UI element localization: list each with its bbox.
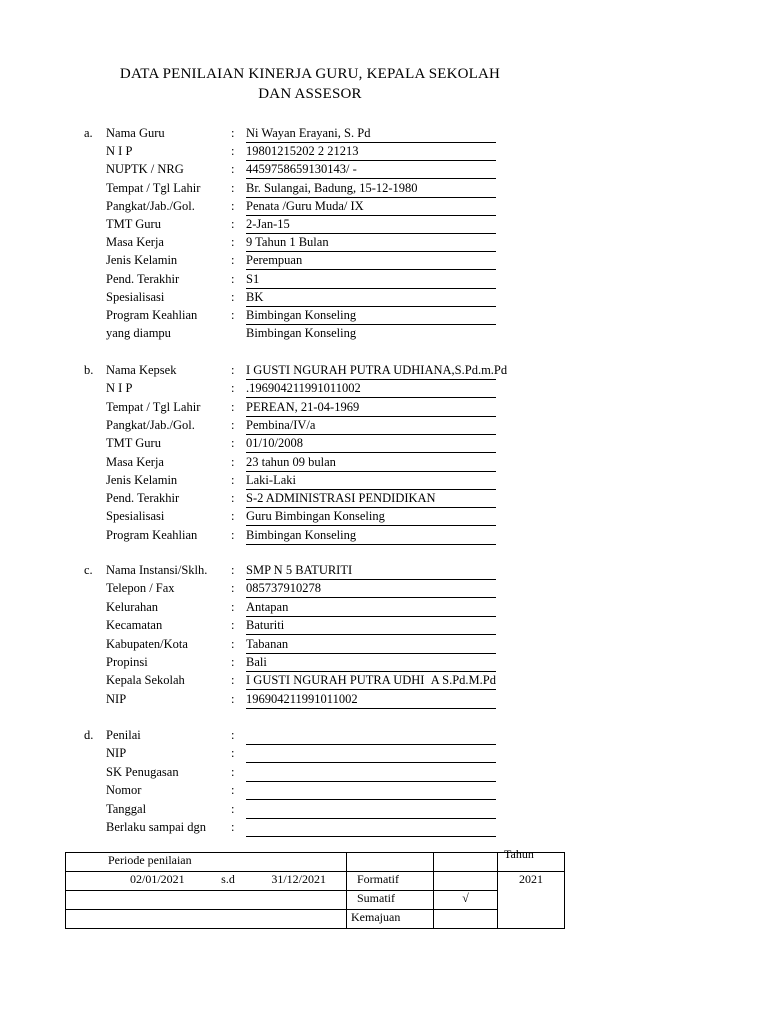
tahun-value-cell	[498, 872, 565, 929]
form-row-b	[0, 417, 768, 435]
colon-separator: :	[231, 454, 235, 469]
form-row-b	[0, 399, 768, 417]
form-row-a	[0, 271, 768, 289]
colon-separator: :	[231, 253, 235, 268]
field-value	[246, 764, 496, 782]
colon-separator: :	[231, 308, 235, 322]
field-label: NIP	[106, 746, 127, 761]
periode-dates-cell	[66, 872, 347, 891]
field-value-part-1: I GUSTI NGURAH PUTRA UDHI	[246, 673, 425, 688]
field-value: Tabanan	[246, 636, 496, 654]
colon-separator: :	[231, 198, 235, 213]
field-label: Nama Kepsek	[106, 363, 177, 377]
colon-separator: :	[231, 217, 235, 231]
colon-separator: :	[231, 636, 235, 651]
colon-separator: :	[231, 180, 235, 195]
field-value	[246, 672, 496, 690]
field-value: Bimbingan Konseling	[246, 307, 496, 325]
form-row-c	[0, 599, 768, 617]
tahun-label-cell	[498, 847, 565, 872]
periode-sd: s.d	[221, 872, 235, 886]
section-letter: b.	[84, 363, 94, 377]
field-label: Jenis Kelamin	[106, 472, 178, 487]
form-row-a	[0, 180, 768, 198]
section-letter: a.	[84, 126, 93, 140]
field-label: Penilai	[106, 728, 141, 742]
colon-separator: :	[231, 563, 235, 577]
kemajuan-check-cell	[434, 910, 498, 929]
form-row-a	[0, 125, 768, 143]
form-row-a	[0, 325, 768, 343]
empty-cell	[66, 910, 347, 929]
form-row-b	[0, 490, 768, 508]
field-value	[246, 727, 496, 745]
field-value: 19801215202 2 21213	[246, 143, 496, 161]
colon-separator: :	[231, 581, 235, 596]
colon-separator: :	[231, 655, 235, 669]
colon-separator: :	[231, 673, 235, 688]
field-value: Pembina/IV/a	[246, 417, 496, 435]
colon-separator: :	[231, 491, 235, 506]
colon-separator: :	[231, 691, 235, 706]
field-value: Bimbingan Konseling	[246, 527, 496, 545]
form-row-b	[0, 527, 768, 545]
colon-separator: :	[231, 417, 235, 432]
colon-separator: :	[231, 472, 235, 487]
periode-header-cell	[66, 853, 347, 872]
field-value	[246, 801, 496, 819]
form-row-a	[0, 143, 768, 161]
periode-end: 31/12/2021	[271, 872, 326, 886]
field-value: .196904211991011002	[246, 380, 496, 398]
form-row-a	[0, 234, 768, 252]
field-value: BK	[246, 289, 496, 307]
colon-separator: :	[231, 801, 235, 816]
form-row-c	[0, 617, 768, 635]
colon-separator: :	[231, 820, 235, 834]
colon-separator: :	[231, 289, 235, 304]
field-label: NIP	[106, 691, 127, 706]
colon-separator: :	[231, 363, 235, 377]
field-value-part-2: A S.Pd.M.Pd	[430, 673, 496, 688]
field-label: Masa Kerja	[106, 235, 164, 250]
colon-separator: :	[231, 618, 235, 633]
field-label: Propinsi	[106, 655, 148, 669]
form-row-a	[0, 289, 768, 307]
field-label: TMT Guru	[106, 217, 161, 231]
colon-separator: :	[231, 783, 235, 798]
field-value: 2-Jan-15	[246, 216, 496, 234]
field-label: Tempat / Tgl Lahir	[106, 399, 201, 414]
field-value: Baturiti	[246, 617, 496, 635]
field-label: SK Penugasan	[106, 764, 179, 779]
field-label: Kepala Sekolah	[106, 673, 185, 688]
field-value: Ni Wayan Erayani, S. Pd	[246, 125, 496, 143]
form-row-b	[0, 362, 768, 380]
periode-start: 02/01/2021	[130, 872, 185, 886]
check-mark: √	[462, 891, 469, 905]
field-value: 23 tahun 09 bulan	[246, 454, 496, 472]
field-value	[246, 819, 496, 837]
colon-separator: :	[231, 599, 235, 614]
field-value: S1	[246, 271, 496, 289]
periode-header: Periode penilaian	[108, 853, 192, 867]
form-row-a	[0, 252, 768, 270]
field-value: 01/10/2008	[246, 435, 496, 453]
field-value: Br. Sulangai, Badung, 15-12-1980	[246, 180, 496, 198]
document-title-line-1: DATA PENILAIAN KINERJA GURU, KEPALA SEKOLAH	[119, 66, 501, 82]
field-value: Bimbingan Konseling	[246, 326, 357, 341]
formatif-cell	[347, 872, 434, 891]
kemajuan-label: Kemajuan	[351, 910, 401, 924]
colon-separator: :	[231, 764, 235, 779]
field-value: Antapan	[246, 599, 496, 617]
sumatif-cell	[347, 891, 434, 910]
document-title-line-2: DAN ASSESOR	[258, 86, 362, 102]
colon-separator: :	[231, 235, 235, 250]
form-row-a	[0, 216, 768, 234]
colon-separator: :	[231, 381, 235, 396]
field-value: Perempuan	[246, 252, 496, 270]
field-value	[246, 782, 496, 800]
colon-separator: :	[231, 436, 235, 451]
field-label: Nama Guru	[106, 126, 165, 140]
colon-separator: :	[231, 399, 235, 414]
field-label: Spesialisasi	[106, 509, 165, 524]
periode-table	[65, 847, 565, 929]
form-row-c	[0, 562, 768, 580]
sumatif-check-cell	[434, 891, 498, 910]
field-label: Spesialisasi	[106, 289, 165, 304]
empty-cell	[434, 853, 498, 872]
form-row-a	[0, 307, 768, 325]
colon-separator: :	[231, 728, 235, 742]
field-label: Program Keahlian	[106, 527, 198, 542]
formatif-check-cell	[434, 872, 498, 891]
form-row-d	[0, 819, 768, 837]
form-row-c	[0, 672, 768, 690]
section-letter: c.	[84, 563, 93, 577]
field-value: 9 Tahun 1 Bulan	[246, 234, 496, 252]
colon-separator: :	[231, 527, 235, 542]
field-label: Pend. Terakhir	[106, 271, 180, 286]
field-label: TMT Guru	[106, 436, 161, 451]
form-row-d	[0, 801, 768, 819]
field-label: Kabupaten/Kota	[106, 636, 188, 651]
form-row-d	[0, 764, 768, 782]
colon-separator: :	[231, 271, 235, 286]
field-value: S-2 ADMINISTRASI PENDIDIKAN	[246, 490, 496, 508]
field-label: yang diampu	[106, 326, 171, 341]
field-label: Pangkat/Jab./Gol.	[106, 198, 195, 213]
field-label: Program Keahlian	[106, 308, 198, 322]
tahun-label: Tahun	[504, 847, 534, 861]
colon-separator: :	[231, 162, 235, 177]
empty-cell	[347, 853, 434, 872]
field-value: I GUSTI NGURAH PUTRA UDHIANA,S.Pd.m.Pd	[246, 362, 496, 380]
field-label: Jenis Kelamin	[106, 253, 178, 268]
form-row-b	[0, 508, 768, 526]
section-letter: d.	[84, 728, 94, 742]
form-row-c	[0, 654, 768, 672]
field-label: Pend. Terakhir	[106, 491, 180, 506]
field-label: Nama Instansi/Sklh.	[106, 563, 208, 577]
form-row-a	[0, 198, 768, 216]
field-label: Kecamatan	[106, 618, 163, 633]
form-row-a	[0, 161, 768, 179]
form-row-b	[0, 435, 768, 453]
field-label: Telepon / Fax	[106, 581, 175, 596]
colon-separator: :	[231, 746, 235, 761]
field-label: N I P	[106, 381, 133, 396]
field-value: Penata /Guru Muda/ IX	[246, 198, 496, 216]
form-row-b	[0, 380, 768, 398]
field-value: 085737910278	[246, 580, 496, 598]
field-label: Tempat / Tgl Lahir	[106, 180, 201, 195]
field-value	[246, 745, 496, 763]
field-label: Pangkat/Jab./Gol.	[106, 417, 195, 432]
form-row-c	[0, 580, 768, 598]
empty-cell	[66, 891, 347, 910]
field-label: Tanggal	[106, 801, 147, 816]
colon-separator: :	[231, 509, 235, 524]
field-label: N I P	[106, 144, 133, 159]
colon-separator: :	[231, 126, 235, 140]
form-row-c	[0, 691, 768, 709]
field-label: Berlaku sampai dgn	[106, 820, 206, 834]
field-label: Masa Kerja	[106, 454, 164, 469]
form-row-c	[0, 636, 768, 654]
field-value: Laki-Laki	[246, 472, 496, 490]
form-row-d	[0, 782, 768, 800]
field-value: Bali	[246, 654, 496, 672]
field-label: Nomor	[106, 783, 142, 798]
field-label: Kelurahan	[106, 599, 159, 614]
kemajuan-cell	[347, 910, 434, 929]
tahun-value: 2021	[519, 872, 543, 886]
field-value: 4459758659130143/ -	[246, 161, 496, 179]
field-value: 196904211991011002	[246, 691, 496, 709]
field-value: Guru Bimbingan Konseling	[246, 508, 496, 526]
field-value: SMP N 5 BATURITI	[246, 562, 496, 580]
form-row-b	[0, 472, 768, 490]
formatif-label: Formatif	[357, 872, 399, 886]
colon-separator: :	[231, 144, 235, 159]
field-value: PEREAN, 21-04-1969	[246, 399, 496, 417]
field-label: NUPTK / NRG	[106, 162, 184, 177]
form-row-d	[0, 745, 768, 763]
form-row-b	[0, 454, 768, 472]
form-row-d	[0, 727, 768, 745]
sumatif-label: Sumatif	[357, 891, 395, 905]
